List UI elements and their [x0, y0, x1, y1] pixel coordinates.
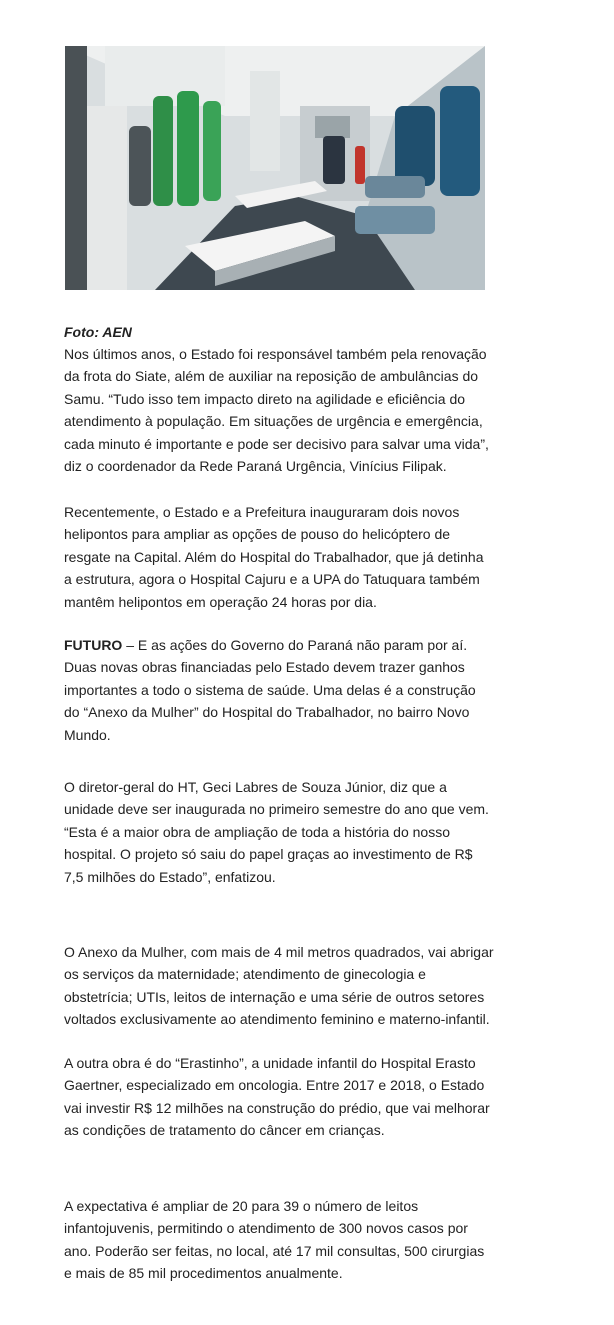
section-label: FUTURO — [64, 637, 123, 653]
paragraph-futuro — [64, 634, 494, 746]
paragraph: O diretor-geral do HT, Geci Labres de Souza Júnior, diz que a unidade deve ser inaugurada no primeiro semestre do ano que vem. “Esta é a maior obra de ampliação de toda a história do nosso hospital. O projeto só saiu do papel graças ao investimento de R$ 7,5 milhões do Estado”, enfatizou. — [64, 779, 489, 885]
paragraph: Nos últimos anos, o Estado foi responsável também pela renovação da frota do Siate, além de auxiliar na reposição de ambulâncias do Samu. “Tudo isso tem impacto direto na agilidade e eficiência do atendimento à população. Em situações de urgência e emergência, cada minuto é importante e pode ser decisivo para salvar uma vida”, diz o coordenador da Rede Paraná Urgência, Vinícius Filipak. — [64, 346, 489, 475]
paragraph: A outra obra é do “Erastinho”, a unidade infantil do Hospital Erasto Gaertner, especializado em oncologia. Entre 2017 e 2018, o Estado vai investir R$ 12 milhões na construção do prédio, que vai melhorar as condições de tratamento do câncer em crianças. — [64, 1055, 490, 1139]
paragraph: O Anexo da Mulher, com mais de 4 mil metros quadrados, vai abrigar os serviços da maternidade; atendimento de ginecologia e obstetrícia; UTIs, leitos de internação e uma série de outros setores voltados exclusivamente ao atendimento feminino e materno-infantil. — [64, 944, 494, 1028]
ambulance-interior-photo — [65, 46, 485, 290]
section-text: – E as ações do Governo do Paraná não param por aí. Duas novas obras financiadas pelo Estado devem trazer ganhos importantes a todo o sistema de saúde. Uma delas é a construção do “Anexo da Mulher” do Hospital do Trabalhador, no bairro Novo Mundo. — [64, 637, 476, 743]
paragraph: A expectativa é ampliar de 20 para 39 o número de leitos infantojuvenis, permitindo o atendimento de 300 novos casos por ano. Poderão ser feitas, no local, até 17 mil consultas, 500 cirurgias e mais de 85 mil procedimentos anualmente. — [64, 1198, 485, 1282]
photo-caption: Foto: AEN — [64, 324, 132, 340]
paragraph: Recentemente, o Estado e a Prefeitura inauguraram dois novos helipontos para ampliar as opções de pouso do helicóptero de resgate na Capital. Além do Hospital do Trabalhador, que já detinha a estrutura, agora o Hospital Cajuru e a UPA do Tatuquara também mantêm helipontos em operação 24 horas por dia. — [64, 504, 484, 610]
